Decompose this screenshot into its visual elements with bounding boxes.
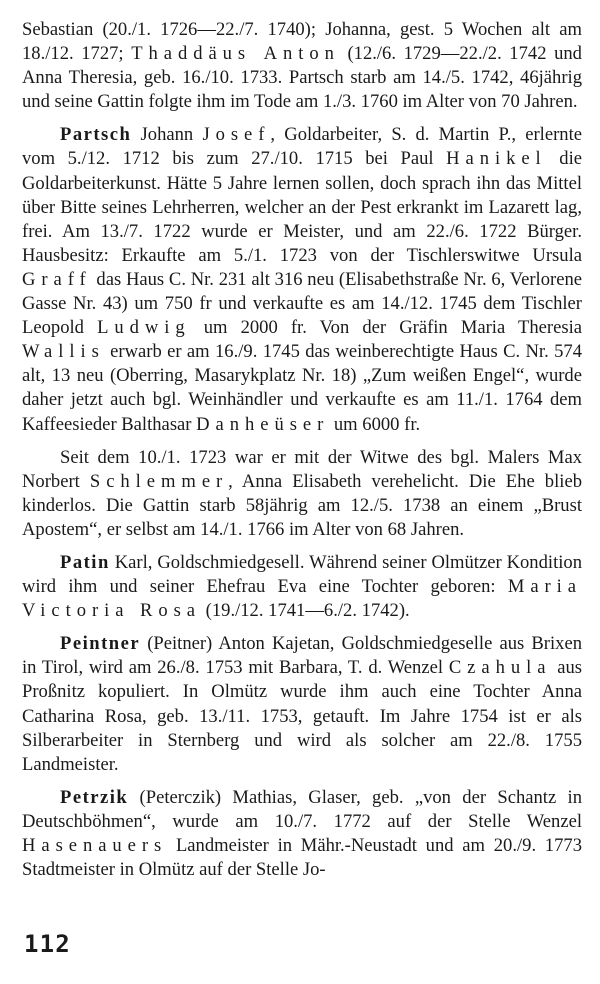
spaced-name: Maria Victoria Rosa xyxy=(22,576,582,622)
page-body xyxy=(22,18,582,891)
text-run: das Haus C. Nr. 231 alt 316 neu (Elisabethstraße Nr. 6, Verlorene Gasse Nr. 43) um 750 fr und verkaufte es am 14./12. 1745 dem Tischler Leopold xyxy=(22,268,582,339)
entry-heading: Petrzik xyxy=(60,786,129,808)
entry-heading: Peintner xyxy=(60,633,141,655)
paragraph xyxy=(22,551,582,623)
text-run: Sebastian (20./1. 1726—22./7. 1740); Johanna, gest. 5 Wochen alt am 18./12. 1727; xyxy=(22,19,582,65)
text-run: erwarb er am 16./9. 1745 das weinberechtigte Haus C. Nr. 574 alt, 13 neu (Oberring, Masarykplatz Nr. 18) „Zum weißen Engel“, wurde daher jetzt auch bgl. Weinhändler und verkaufte es am 11./1. 1764 dem Kaffeesieder Balthasar xyxy=(22,341,582,435)
text-run: (19./12. 1741—6./2. 1742). xyxy=(201,600,410,622)
paragraph xyxy=(22,123,582,436)
text-run: Seit dem 10./1. 1723 war er mit der Witwe des bgl. Malers Max Norbert xyxy=(22,446,582,492)
paragraph xyxy=(22,632,582,777)
spaced-name: Hasenauers xyxy=(22,835,168,856)
spaced-name: Danheüser xyxy=(196,413,330,435)
text-run: Johann xyxy=(131,124,203,146)
text-run: , Goldarbeiter, S. d. Martin P., erlernte vom 5./12. 1712 bis zum 27./10. 1715 bei Paul xyxy=(22,124,582,170)
text-run: die Goldarbeiterkunst. Hätte 5 Jahre lernen sollen, doch sprach ihn das Mittel über Bitte seines Lehrherren, welcher an der Pest erkrankt im Lazarett lag, frei. Am 13./7. 1722 wurde er Meister, und am 22./6. 1722 Bürger. Hausbesitz: Erkaufte am 5./1. 1723 von der Tischlerswitwe Ursula xyxy=(22,148,582,266)
spaced-name: Schlemmer xyxy=(89,470,229,492)
page-number: 112 xyxy=(24,930,71,958)
spaced-name: Graff xyxy=(22,268,92,290)
text-run: , Anna Elisabeth verehelicht. Die Ehe blieb kinderlos. Die Gattin starb 58jährig am 12./5. 1738 an einem „Brust Apostem“, er selbst am 14./1. 1766 im Alter von 68 Jahren. xyxy=(22,470,582,540)
text-run: Landmeister in Mähr.-Neustadt und am 20./9. 1773 Stadtmeister in Olmütz auf der Stelle Jo- xyxy=(22,835,582,881)
spaced-name: Czahula xyxy=(448,657,552,679)
spaced-name: Wallis xyxy=(22,341,105,363)
text-run: um 6000 fr. xyxy=(329,413,421,435)
text-run: (Peterczik) Mathias, Glaser, geb. „von der Schantz in Deutschböhmen“, wurde am 10./7. 1772 auf der Stelle Wenzel xyxy=(22,786,582,832)
text-run: aus Proßnitz kopuliert. In Olmütz wurde ihm auch eine Tochter Anna Catharina Rosa, geb. 13./11. 1753, getauft. Im Jahre 1754 ist er als Silberarbeiter in Sternberg und wird als solcher am 22./8. 1755 Landmeister. xyxy=(22,657,582,775)
text-run: um 2000 fr. Von der Gräfin Maria Theresia xyxy=(190,317,582,339)
entry-heading: Partsch xyxy=(60,124,132,146)
spaced-name: Ludwig xyxy=(97,317,191,339)
entry-heading: Patin xyxy=(60,551,110,573)
text-run: Karl, Goldschmiedgesell. Während seiner Olmützer Kondition wird ihm und seiner Ehefrau Eva eine Tochter geboren: xyxy=(22,551,582,598)
paragraph xyxy=(22,18,582,114)
spaced-name: Josef xyxy=(202,124,271,146)
spaced-name: Thaddäus Anton xyxy=(131,43,340,65)
paragraph xyxy=(22,786,582,882)
text-run: (Peitner) Anton Kajetan, Goldschmiedgeselle aus Brixen in Tirol, wird am 26./8. 1753 mit Barbara, T. d. Wenzel xyxy=(22,633,582,679)
text-run: (12./6. 1729—22./2. 1742 und Anna Theresia, geb. 16./10. 1733. Partsch starb am 14./5. 1742, 46jährig und seine Gattin folgte ihm im Tode am 1./3. 1760 im Alter von 70 Jahren. xyxy=(22,43,582,113)
spaced-name: Hanikel xyxy=(446,148,547,170)
paragraph xyxy=(22,446,582,542)
